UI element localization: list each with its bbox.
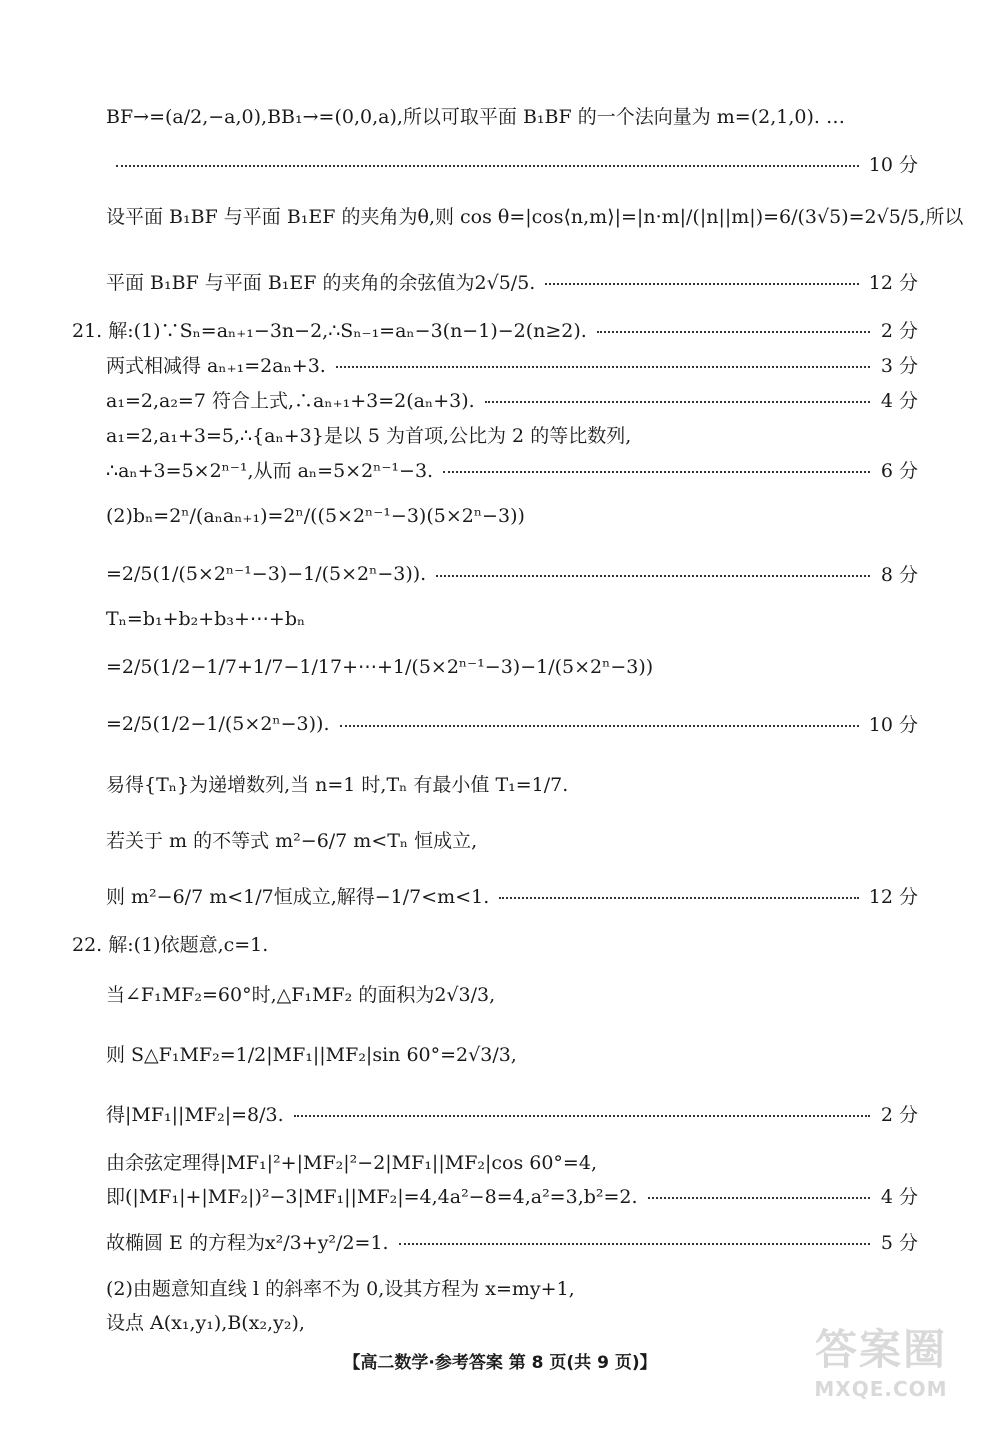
dot-leader [545,283,858,285]
line-17 [106,882,918,909]
line-19 [106,980,918,1007]
line-text: =2/5(1/(5×2ⁿ⁻¹−3)−1/(5×2ⁿ−3)). [106,562,427,585]
line-23 [106,1182,918,1209]
line-text: 则 m²−6/7 m<1/7恒成立,解得−1/7<m<1. [106,886,490,908]
score-label: 4 分 [880,390,918,412]
line-13 [106,656,918,678]
score-label: 2 分 [880,1104,918,1126]
watermark-logo [786,1317,976,1407]
line-4 [106,268,918,295]
line-6 [106,351,918,378]
dot-leader [648,1197,870,1199]
line-text: 故椭圆 E 的方程为x²/3+y²/2=1. [106,1232,389,1254]
watermark-url: MXQE.COM [814,1377,948,1401]
line-text: 则 S△F₁MF₂=1/2|MF₁||MF₂|sin 60°=2√3/3, [106,1044,517,1066]
line-21 [106,1100,918,1127]
line-text: 由余弦定理得|MF₁|²+|MF₂|²−2|MF₁||MF₂|cos 60°=4, [106,1152,597,1174]
line-text: 易得{Tₙ}为递增数列,当 n=1 时,Tₙ 有最小值 T₁=1/7. [106,774,569,796]
line-1 [106,102,918,129]
dot-leader [485,401,870,403]
line-10 [106,505,918,527]
line-2 [106,150,918,177]
line-12 [106,608,918,630]
line-15 [106,770,918,797]
line-text: 即(|MF₁|+|MF₂|)²−3|MF₁||MF₂|=4,4a²−8=4,a²=3,b²=2. [106,1186,638,1208]
line-text: =2/5(1/2−1/7+1/7−1/17+⋯+1/(5×2ⁿ⁻¹−3)−1/(5×2ⁿ−3)) [106,656,654,678]
score-label: 8 分 [880,564,918,586]
score-label: 5 分 [880,1232,918,1254]
line-9 [106,456,918,483]
line-20 [106,1040,918,1067]
dot-leader [443,471,870,473]
page-footer: 【高二数学·参考答案 第 8 页(共 9 页)】 [343,1353,657,1373]
line-18 [72,930,918,957]
line-text: 21. 解:(1)∵Sₙ=aₙ₊₁−3n−2,∴Sₙ₋₁=aₙ−3(n−1)−2(n≥2). [72,320,587,342]
line-3 [106,202,964,229]
line-8 [106,421,918,448]
line-text: 得|MF₁||MF₂|=8/3. [106,1104,284,1126]
line-text: Tₙ=b₁+b₂+b₃+⋯+bₙ [106,608,306,630]
line-text: (2)bₙ=2ⁿ/(aₙaₙ₊₁)=2ⁿ/((5×2ⁿ⁻¹−3)(5×2ⁿ−3)) [106,505,525,527]
score-label: 12 分 [868,886,918,908]
dot-leader [436,575,870,577]
dot-leader [116,165,859,167]
line-text: =2/5(1/2−1/(5×2ⁿ−3)). [106,712,330,735]
line-24 [106,1228,918,1255]
line-text: 设点 A(x₁,y₁),B(x₂,y₂), [106,1312,305,1334]
line-14 [106,710,918,737]
dot-leader [340,725,859,727]
score-label: 4 分 [880,1186,918,1208]
score-label: 10 分 [868,714,918,736]
dot-leader [597,331,870,333]
dot-leader [294,1115,870,1117]
score-label: 10 分 [868,154,918,176]
watermark-text: 答案圈 [814,1325,947,1374]
line-text: a₁=2,a₂=7 符合上式,∴aₙ₊₁+3=2(aₙ+3). [106,390,475,412]
line-text: 设平面 B₁BF 与平面 B₁EF 的夹角为θ,则 cos θ=|cos⟨n,m⟩|=|n·m|/(|n||m|)=6/(3√5)=2√5/5,所以 [106,206,964,228]
line-text: ∴aₙ+3=5×2ⁿ⁻¹,从而 aₙ=5×2ⁿ⁻¹−3. [106,460,434,482]
line-text: 平面 B₁BF 与平面 B₁EF 的夹角的余弦值为2√5/5. [106,272,536,294]
line-16 [106,826,918,853]
score-label: 2 分 [880,320,918,342]
score-label: 3 分 [880,355,918,377]
line-25 [106,1274,918,1301]
line-text: (2)由题意知直线 l 的斜率不为 0,设其方程为 x=my+1, [106,1278,575,1300]
dot-leader [499,897,859,899]
line-text: 当∠F₁MF₂=60°时,△F₁MF₂ 的面积为2√3/3, [106,984,496,1006]
score-label: 6 分 [880,460,918,482]
line-text: 两式相减得 aₙ₊₁=2aₙ+3. [106,355,326,377]
line-22 [106,1148,918,1175]
line-text: 若关于 m 的不等式 m²−6/7 m<Tₙ 恒成立, [106,830,478,852]
line-7 [106,386,918,413]
line-text: BF→=(a/2,−a,0),BB₁→=(0,0,a),所以可取平面 B₁BF 的一个法向量为 m=(2,1,0). … [106,106,845,128]
line-11 [106,560,918,587]
dot-leader [399,1243,870,1245]
line-text: a₁=2,a₁+3=5,∴{aₙ+3}是以 5 为首项,公比为 2 的等比数列, [106,425,632,447]
score-label: 12 分 [868,272,918,294]
dot-leader [336,366,870,368]
line-text: 22. 解:(1)依题意,c=1. [72,934,269,956]
line-5 [72,316,918,343]
